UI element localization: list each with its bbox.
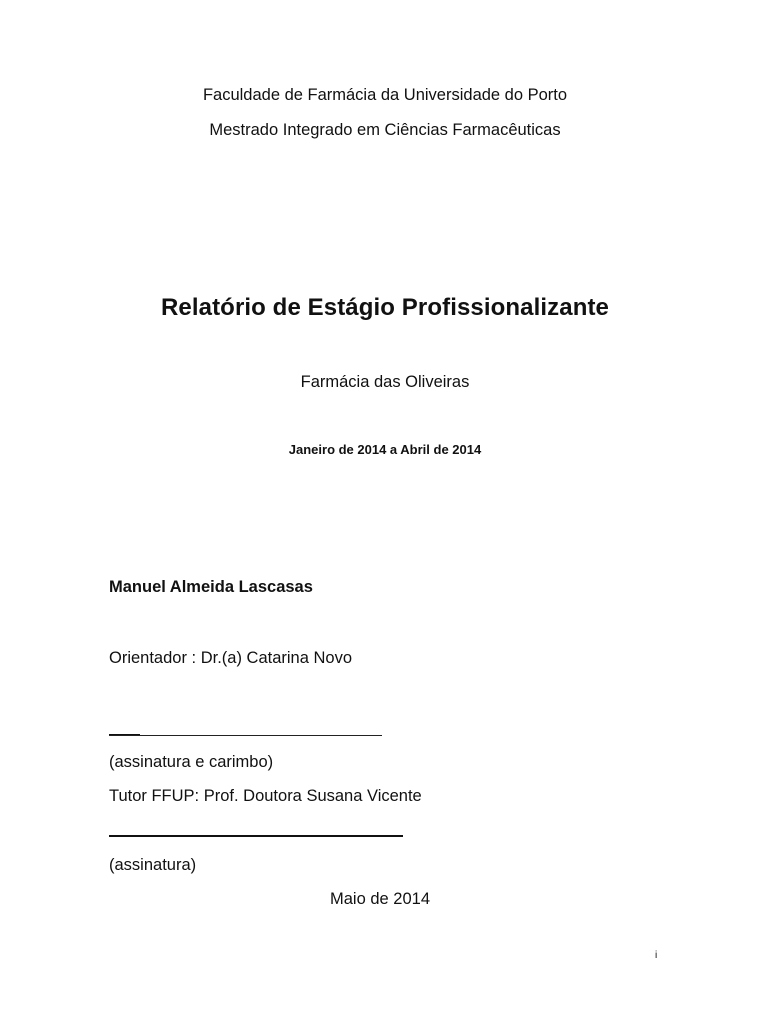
student-name: Manuel Almeida Lascasas — [109, 578, 313, 596]
tutor-signature-caption: (assinatura) — [109, 856, 197, 874]
document-date: Maio de 2014 — [330, 890, 430, 908]
supervisor-signature-caption: (assinatura e carimbo) — [109, 753, 274, 771]
internship-period: Janeiro de 2014 a Abril de 2014 — [288, 442, 482, 457]
page-number: i — [655, 950, 658, 961]
report-title: Relatório de Estágio Profissionalizante — [161, 294, 609, 321]
institution-name: Faculdade de Farmácia da Universidade do Porto — [202, 86, 568, 104]
tutor-signature-line — [109, 835, 403, 837]
supervisor-signature-line — [109, 735, 382, 736]
pharmacy-name: Farmácia das Oliveiras — [300, 373, 470, 391]
tutor-line: Tutor FFUP: Prof. Doutora Susana Vicente — [109, 787, 422, 805]
supervisor-line: Orientador : Dr.(a) Catarina Novo — [109, 649, 353, 667]
degree-program: Mestrado Integrado em Ciências Farmacêuticas — [209, 121, 561, 139]
